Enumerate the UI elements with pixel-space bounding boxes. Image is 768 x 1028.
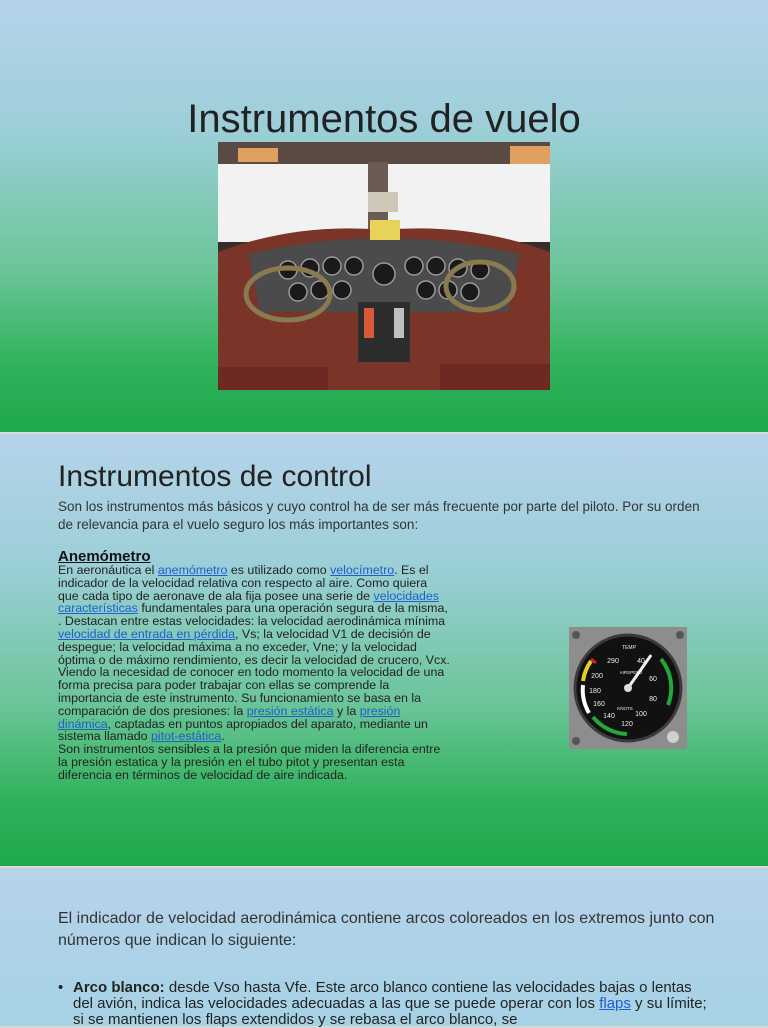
- body-text: es utilizado como: [227, 563, 331, 577]
- body-text: y la: [333, 703, 360, 718]
- gauge-number: 290: [607, 658, 619, 665]
- body-text: Son instrumentos sensibles a la presión que miden la diferencia entre la presión estatica y la presión en el tubo pitot y presentan esta diferencia en términos de velocidad de aire indicada.: [58, 742, 441, 782]
- arcs-intro: El indicador de velocidad aerodinámica contiene arcos coloreados en los extremos junto con números que indican lo siguiente:: [58, 910, 715, 949]
- section-title: Instrumentos de control: [58, 460, 372, 493]
- gauge-number: 160: [593, 701, 605, 708]
- list-item: [58, 980, 708, 1028]
- gauge-label: KNOTS: [617, 706, 633, 711]
- anemometer-heading: Anemómetro: [58, 548, 151, 565]
- gauge-label: AIRSPEED: [619, 670, 643, 675]
- link-flaps[interactable]: flaps: [599, 995, 631, 1012]
- bullet-text: [73, 980, 708, 1028]
- cockpit-illustration: [218, 142, 550, 390]
- link-pitot-estatica[interactable]: pitot-estática: [150, 729, 222, 744]
- cockpit-photo: [218, 142, 550, 390]
- gauge-number: 120: [621, 721, 633, 728]
- airspeed-gauge: [569, 627, 687, 749]
- gauge-number: 180: [589, 688, 601, 695]
- gauge-number: 60: [649, 676, 657, 683]
- gauge-number: 40: [637, 658, 645, 665]
- airspeed-indicator-image: [569, 627, 687, 749]
- gauge-number: 200: [591, 673, 603, 680]
- bullet-body: y su límite; si se mantienen los flaps extendidos y se rebasa el arco blanco, se: [73, 995, 707, 1028]
- body-text: .: [221, 729, 225, 744]
- link-velocidad-entrada-perdida[interactable]: velocidad de entrada en pérdida: [58, 626, 236, 641]
- bullet-body: desde Vso hasta Vfe. Este arco blanco contiene las velocidades bajas o lentas del avión, indica las velocidades adecuadas a las que se puede operar con los: [73, 979, 692, 1012]
- anemometer-description: [58, 564, 450, 782]
- body-text: fundamentales para una operación segura de la misma, . Destacan entre estas velocidades: la velocidad aerodinámica mínima: [58, 601, 448, 629]
- body-text: , captadas en puntos apropiados del aparato, mediante un sistema llamado: [58, 716, 428, 744]
- page-title: Instrumentos de vuelo: [187, 96, 581, 141]
- body-text: . Es el indicador de la velocidad relativa con respecto al aire. Como quiera que cada tipo de aeronave de ala fija posee una serie de: [58, 563, 429, 603]
- slide-title: [0, 0, 768, 432]
- link-presion-dinamica[interactable]: presión dinámica: [58, 703, 401, 731]
- link-anemometro[interactable]: anemómetro: [157, 563, 228, 577]
- bullet-label: Arco blanco:: [73, 979, 165, 996]
- intro-paragraph: Son los instrumentos más básicos y cuyo control ha de ser más frecuente por parte del piloto. Por su orden de relevancia para el vuelo seguro los más importantes son:: [58, 499, 700, 532]
- gauge-number: 80: [649, 696, 657, 703]
- gauge-number: 140: [603, 713, 615, 720]
- link-velocidades-caracteristicas[interactable]: velocidades características: [58, 588, 439, 616]
- link-presion-estatica[interactable]: presión estática: [246, 703, 334, 718]
- bullet-icon: •: [58, 979, 64, 996]
- gauge-label: TEMP: [622, 645, 636, 651]
- gauge-number: 100: [635, 711, 647, 718]
- body-text: , Vs; la velocidad V1 de decisión de despegue; la velocidad máxima a no exceder, Vne; y la velocidad óptima o de máximo rendimiento, es decir la velocidad de crucero, Vcx. Viendo la necesidad de conocer en todo momento la velocidad de una forma precisa para poder trabajar con ellas se comprende la importancia de este instrumento. Su funcionamiento se basa en la comparación de dos presiones: la: [58, 626, 450, 718]
- link-velocimetro[interactable]: velocímetro: [330, 563, 395, 577]
- body-text: En aeronáutica el: [58, 563, 158, 577]
